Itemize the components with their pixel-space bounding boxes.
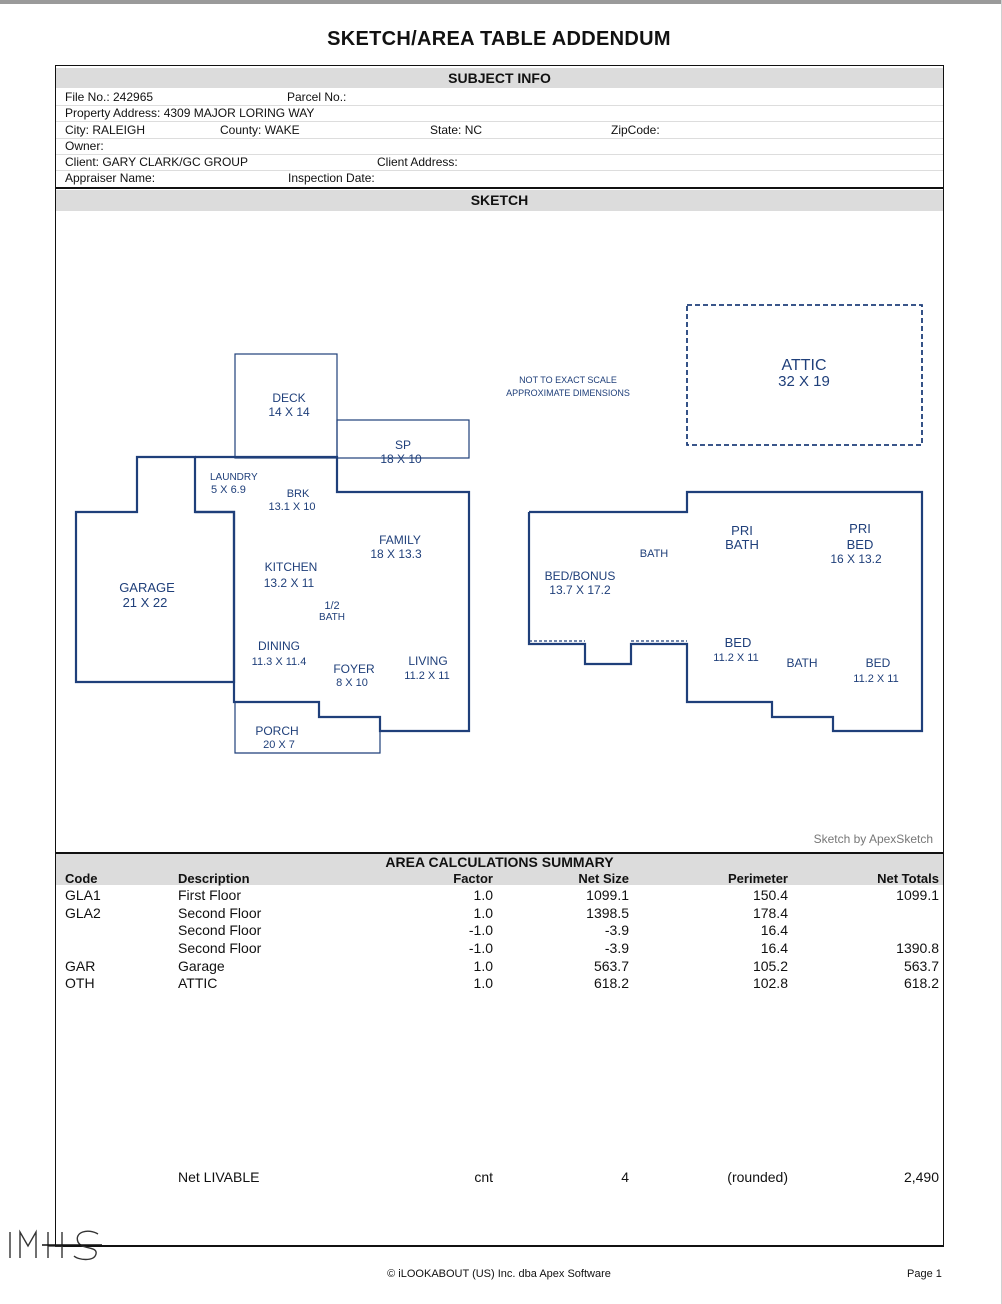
col-net-totals: Net Totals [877,871,939,886]
row-code: OTH [65,975,95,991]
divider [56,187,943,189]
floor-plan-svg [56,212,943,852]
subject-info-header: SUBJECT INFO [56,68,943,88]
living-dim: 11.2 X 11 [404,670,450,682]
file-no: File No.: 242965 [65,90,154,104]
kitchen-label: KITCHEN [264,560,318,574]
row-description: Second Floor [178,940,262,956]
row-code: GAR [65,958,96,974]
row-code: GLA1 [65,887,101,903]
row-factor: 1.0 [473,887,493,903]
attic-dim: 32 X 19 [778,373,830,390]
area-summary-header: AREA CALCULATIONS SUMMARY [385,854,614,870]
foyer-dim: 8 X 10 [336,677,368,689]
zipcode: ZipCode: [611,123,660,137]
page-number: Page 1 [907,1268,942,1280]
row-net-total: 563.7 [903,958,939,974]
row-net-size: 1398.5 [586,905,629,921]
row-factor: -1.0 [468,940,493,956]
parcel-no: Parcel No.: [287,90,347,104]
laundry-label: LAUNDRY [210,472,258,483]
family-label: FAMILY [379,533,421,547]
area-summary-header-bar [56,854,943,885]
row-factor: 1.0 [473,905,493,921]
bed-b-dim: 11.2 X 11 [853,673,899,685]
col-description: Description [178,871,250,886]
bath-lower-label: BATH [786,656,818,670]
net-livable-count: 4 [621,1169,629,1185]
col-factor: Factor [453,871,493,886]
row-net-total: 1390.8 [896,940,939,956]
dining-label: DINING [258,639,300,653]
top-border [0,0,1002,4]
deck-label: DECK [272,391,306,405]
subject-row-client [56,154,943,171]
county: County: WAKE [220,123,300,137]
net-livable-label: Net LIVABLE [178,1169,260,1185]
laundry-dim: 5 X 6.9 [211,484,246,496]
row-perimeter: 105.2 [752,958,788,974]
foyer-label: FOYER [333,662,375,676]
tmls-watermark-logo [2,1224,102,1264]
floor-plan-sketch [56,212,943,852]
living-label: LIVING [408,654,448,668]
page-title: SKETCH/AREA TABLE ADDENDUM [327,28,671,50]
row-net-size: -3.9 [604,940,629,956]
garage-label: GARAGE [119,580,175,595]
sketch-header: SKETCH [56,190,943,211]
net-livable-rounded-label: (rounded) [727,1169,788,1185]
row-description: Second Floor [178,922,262,938]
subject-row-appraiser [56,170,943,186]
deck-dim: 14 X 14 [268,405,310,419]
col-perimeter: Perimeter [728,871,788,886]
inspection-date: Inspection Date: [288,171,375,185]
subject-row-location [56,122,943,139]
porch-label: PORCH [255,724,299,738]
row-perimeter: 16.4 [760,940,788,956]
row-net-total: 618.2 [903,975,939,991]
row-description: Garage [178,958,225,974]
row-perimeter: 102.8 [752,975,788,991]
half-bath-label: 1/2 [324,600,340,612]
addendum-frame [55,65,944,1247]
col-code: Code [65,871,98,886]
sp-label: SP [394,438,412,452]
subject-row-owner [56,138,943,155]
row-net-total: 1099.1 [896,887,939,903]
property-address: Property Address: 4309 MAJOR LORING WAY [65,106,315,120]
city: City: RALEIGH [65,123,146,137]
brk-label: BRK [286,488,310,500]
sp-dim: 18 X 10 [380,452,422,466]
owner: Owner: [65,139,104,153]
subject-row-address [56,105,943,122]
pri-bed-label-2: BED [846,537,874,552]
row-factor: 1.0 [473,958,493,974]
row-perimeter: 150.4 [752,887,788,903]
subject-row-file [56,89,943,106]
bed-bonus-label: BED/BONUS [544,569,616,583]
attic-label: ATTIC [781,357,827,374]
bath-upper-label: BATH [639,548,669,560]
first-floor-outline [195,457,469,731]
col-net-size: Net Size [578,871,629,886]
row-perimeter: 178.4 [752,905,788,921]
bed-bonus-dim: 13.7 X 17.2 [549,583,611,597]
row-net-size: -3.9 [604,922,629,938]
row-net-size: 618.2 [593,975,629,991]
bed-a-label: BED [724,635,752,650]
dining-dim: 11.3 X 11.4 [251,656,307,668]
row-description: First Floor [178,887,241,903]
row-net-size: 1099.1 [586,887,629,903]
state: State: NC [430,123,483,137]
row-description: ATTIC [178,975,218,991]
row-factor: -1.0 [468,922,493,938]
row-factor: 1.0 [473,975,493,991]
half-bath-dim: BATH [319,612,345,623]
porch-dim: 20 X 7 [263,739,295,751]
scale-note: NOT TO EXACT SCALE [519,375,617,385]
dimensions-note: APPROXIMATE DIMENSIONS [506,388,630,398]
row-code: GLA2 [65,905,101,921]
pri-bed-dim: 16 X 13.2 [830,552,882,566]
row-perimeter: 16.4 [760,922,788,938]
bed-b-label: BED [865,656,891,670]
net-livable-cnt-label: cnt [474,1169,493,1185]
client-address: Client Address: [377,155,458,169]
pri-bath-label: PRI [731,523,753,538]
main-outlines [76,457,922,731]
client: Client: GARY CLARK/GC GROUP [65,155,248,169]
row-net-size: 563.7 [593,958,629,974]
family-dim: 18 X 13.3 [370,547,422,561]
net-livable-total: 2,490 [903,1169,939,1185]
garage-dim: 21 X 22 [122,595,168,610]
pri-bed-label: PRI [849,521,871,536]
row-description: Second Floor [178,905,262,921]
kitchen-dim: 13.2 X 11 [263,576,315,590]
brk-dim: 13.1 X 10 [268,501,316,513]
sketch-credit: Sketch by ApexSketch [813,832,933,846]
appraiser-name: Appraiser Name: [65,171,156,185]
copyright: © iLOOKABOUT (US) Inc. dba Apex Software [387,1268,611,1280]
bed-a-dim: 11.2 X 11 [713,652,759,664]
pri-bath-dim: BATH [725,537,759,552]
